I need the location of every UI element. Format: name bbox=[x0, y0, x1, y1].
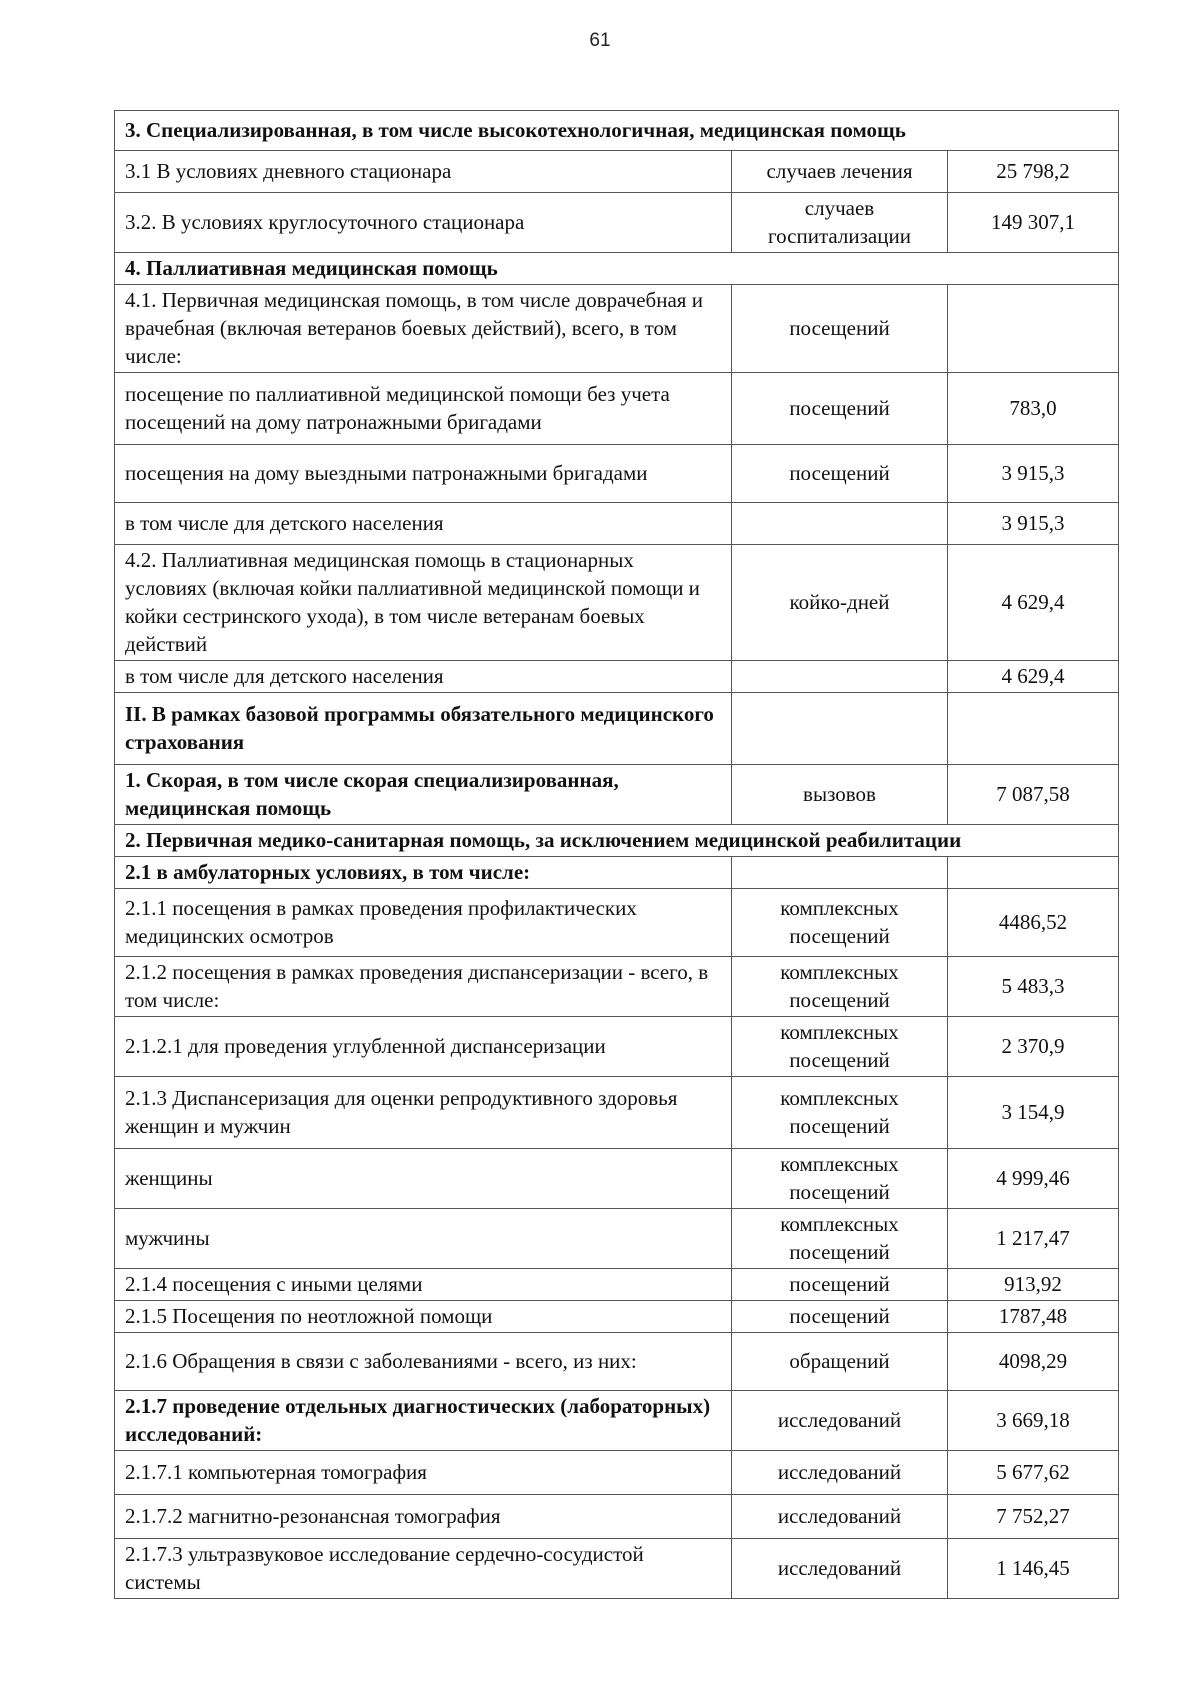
row-name: II. В рамках базовой программы обязательного медицинского страхования bbox=[115, 693, 732, 765]
row-name: мужчины bbox=[115, 1209, 732, 1269]
row-unit: случаев госпитализации bbox=[732, 193, 948, 253]
table-row bbox=[115, 545, 1119, 661]
row-name: 2.1.1 посещения в рамках проведения профилактических медицинских осмотров bbox=[115, 889, 732, 957]
table-row bbox=[115, 825, 1119, 857]
row-value: 4 999,46 bbox=[948, 1149, 1119, 1209]
row-value: 4098,29 bbox=[948, 1333, 1119, 1391]
table-row bbox=[115, 111, 1119, 151]
row-value: 783,0 bbox=[948, 373, 1119, 445]
row-value bbox=[948, 693, 1119, 765]
row-unit: исследований bbox=[732, 1495, 948, 1539]
row-name: посещение по паллиативной медицинской помощи без учета посещений на дому патронажными бригадами bbox=[115, 373, 732, 445]
row-value: 4 629,4 bbox=[948, 661, 1119, 693]
row-value: 1787,48 bbox=[948, 1301, 1119, 1333]
row-value: 3 669,18 bbox=[948, 1391, 1119, 1451]
row-value: 25 798,2 bbox=[948, 151, 1119, 193]
row-unit: комплексных посещений bbox=[732, 957, 948, 1017]
row-name: 4.1. Первичная медицинская помощь, в том числе доврачебная и врачебная (включая ветеранов боевых действий), всего, в том числе: bbox=[115, 285, 732, 373]
row-unit: случаев лечения bbox=[732, 151, 948, 193]
row-value: 149 307,1 bbox=[948, 193, 1119, 253]
row-unit: посещений bbox=[732, 373, 948, 445]
table-row bbox=[115, 373, 1119, 445]
row-value: 1 146,45 bbox=[948, 1539, 1119, 1599]
row-name: 2.1.7.3 ультразвуковое исследование сердечно-сосудистой системы bbox=[115, 1539, 732, 1599]
table-row bbox=[115, 1539, 1119, 1599]
table-row bbox=[115, 957, 1119, 1017]
table-row bbox=[115, 661, 1119, 693]
row-name: в том числе для детского населения bbox=[115, 503, 732, 545]
row-value: 5 677,62 bbox=[948, 1451, 1119, 1495]
row-name: в том числе для детского населения bbox=[115, 661, 732, 693]
table-row bbox=[115, 889, 1119, 957]
row-value bbox=[948, 857, 1119, 889]
section-heading: 2. Первичная медико-санитарная помощь, за исключением медицинской реабилитации bbox=[115, 825, 1119, 857]
row-value: 4 629,4 bbox=[948, 545, 1119, 661]
row-name: 2.1.6 Обращения в связи с заболеваниями - всего, из них: bbox=[115, 1333, 732, 1391]
section-heading: 4. Паллиативная медицинская помощь bbox=[115, 253, 1119, 285]
row-unit: исследований bbox=[732, 1539, 948, 1599]
table-row bbox=[115, 1301, 1119, 1333]
document-table bbox=[114, 110, 1119, 1599]
table-row bbox=[115, 253, 1119, 285]
table-row bbox=[115, 765, 1119, 825]
row-value: 7 752,27 bbox=[948, 1495, 1119, 1539]
row-value: 3 915,3 bbox=[948, 445, 1119, 503]
row-value: 3 915,3 bbox=[948, 503, 1119, 545]
row-unit: комплексных посещений bbox=[732, 1017, 948, 1077]
row-value: 4486,52 bbox=[948, 889, 1119, 957]
table-row bbox=[115, 693, 1119, 765]
table-row bbox=[115, 285, 1119, 373]
row-unit: посещений bbox=[732, 445, 948, 503]
table-row bbox=[115, 1149, 1119, 1209]
row-unit: комплексных посещений bbox=[732, 889, 948, 957]
row-name: 4.2. Паллиативная медицинская помощь в стационарных условиях (включая койки паллиативной медицинской помощи и койки сестринского ухода), в том числе ветеранам боевых действий bbox=[115, 545, 732, 661]
row-unit: вызовов bbox=[732, 765, 948, 825]
row-unit bbox=[732, 503, 948, 545]
row-value: 7 087,58 bbox=[948, 765, 1119, 825]
table-row bbox=[115, 1209, 1119, 1269]
table-row bbox=[115, 1269, 1119, 1301]
row-unit bbox=[732, 693, 948, 765]
table-row bbox=[115, 1333, 1119, 1391]
table-row bbox=[115, 1495, 1119, 1539]
row-name: 2.1.5 Посещения по неотложной помощи bbox=[115, 1301, 732, 1333]
row-unit: посещений bbox=[732, 1269, 948, 1301]
table-row bbox=[115, 151, 1119, 193]
row-name: 2.1.4 посещения с иными целями bbox=[115, 1269, 732, 1301]
row-name: 2.1.7.2 магнитно-резонансная томография bbox=[115, 1495, 732, 1539]
row-unit: посещений bbox=[732, 1301, 948, 1333]
row-unit: комплексных посещений bbox=[732, 1077, 948, 1149]
row-value: 913,92 bbox=[948, 1269, 1119, 1301]
section-heading: 3. Специализированная, в том числе высокотехнологичная, медицинская помощь bbox=[115, 111, 1119, 151]
row-name: 2.1.7 проведение отдельных диагностических (лабораторных) исследований: bbox=[115, 1391, 732, 1451]
row-name: 3.2. В условиях круглосуточного стационара bbox=[115, 193, 732, 253]
row-name: 3.1 В условиях дневного стационара bbox=[115, 151, 732, 193]
row-unit: комплексных посещений bbox=[732, 1149, 948, 1209]
table-row bbox=[115, 857, 1119, 889]
row-value: 5 483,3 bbox=[948, 957, 1119, 1017]
row-unit bbox=[732, 857, 948, 889]
table-row bbox=[115, 1391, 1119, 1451]
row-unit: исследований bbox=[732, 1391, 948, 1451]
table-row bbox=[115, 1077, 1119, 1149]
table-row bbox=[115, 503, 1119, 545]
table-row bbox=[115, 1017, 1119, 1077]
table-row bbox=[115, 1451, 1119, 1495]
row-unit: исследований bbox=[732, 1451, 948, 1495]
row-unit: обращений bbox=[732, 1333, 948, 1391]
page-number: 61 bbox=[589, 30, 611, 51]
row-unit: койко-дней bbox=[732, 545, 948, 661]
row-name: 1. Скорая, в том числе скорая специализированная, медицинская помощь bbox=[115, 765, 732, 825]
table-row bbox=[115, 445, 1119, 503]
row-value bbox=[948, 285, 1119, 373]
row-unit: посещений bbox=[732, 285, 948, 373]
row-name: 2.1.2 посещения в рамках проведения диспансеризации - всего, в том числе: bbox=[115, 957, 732, 1017]
row-value: 1 217,47 bbox=[948, 1209, 1119, 1269]
row-name: 2.1.3 Диспансеризация для оценки репродуктивного здоровья женщин и мужчин bbox=[115, 1077, 732, 1149]
row-name: 2.1.7.1 компьютерная томография bbox=[115, 1451, 732, 1495]
row-unit: комплексных посещений bbox=[732, 1209, 948, 1269]
row-name: посещения на дому выездными патронажными бригадами bbox=[115, 445, 732, 503]
row-unit bbox=[732, 661, 948, 693]
row-name: 2.1.2.1 для проведения углубленной диспансеризации bbox=[115, 1017, 732, 1077]
row-value: 2 370,9 bbox=[948, 1017, 1119, 1077]
row-name: 2.1 в амбулаторных условиях, в том числе: bbox=[115, 857, 732, 889]
row-value: 3 154,9 bbox=[948, 1077, 1119, 1149]
table-row bbox=[115, 193, 1119, 253]
row-name: женщины bbox=[115, 1149, 732, 1209]
